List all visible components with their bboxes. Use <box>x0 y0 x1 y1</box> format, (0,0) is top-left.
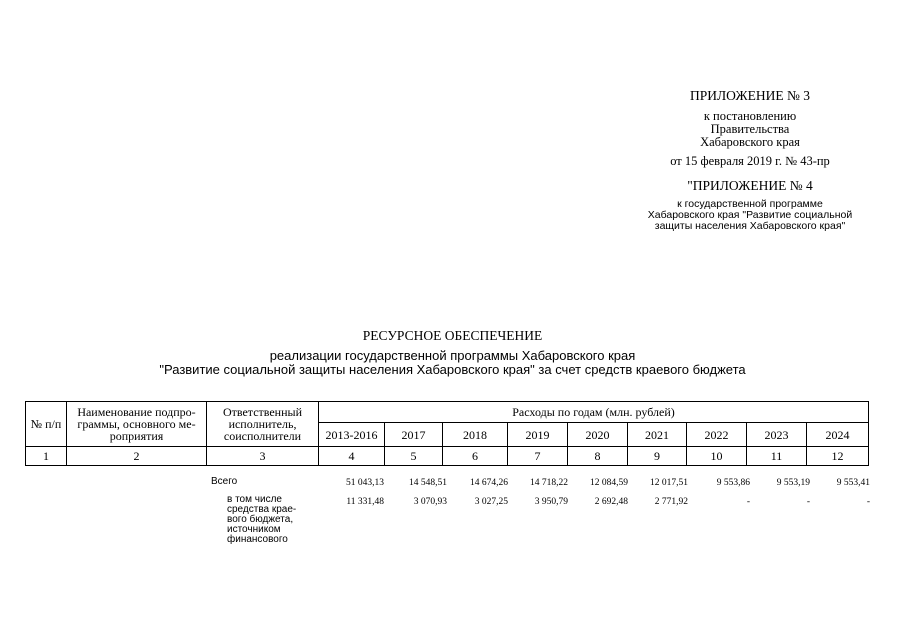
table-cell: 11 331,48 <box>346 497 384 507</box>
header-year: 2013-2016 <box>319 423 385 447</box>
table-cell: 3 950,79 <box>534 497 568 507</box>
table-cell: 3 027,25 <box>474 497 508 507</box>
approval-date: от 15 февраля 2019 г. № 43-пр <box>670 154 830 168</box>
table-cell: 2 771,92 <box>654 497 688 507</box>
header-year: 2022 <box>687 423 747 447</box>
row-label-total: Всего <box>211 476 238 487</box>
approval-line: к постановлению <box>703 109 797 123</box>
table-cell: - <box>806 497 810 507</box>
column-number: 7 <box>508 447 568 466</box>
header-year: 2021 <box>628 423 687 447</box>
table-cell: - <box>866 497 870 507</box>
header-number: № п/п <box>26 402 67 447</box>
appendix-line: к государственной программе <box>677 198 823 210</box>
table-cell: 14 548,51 <box>409 478 447 488</box>
row-label-line: в том числе <box>227 494 282 505</box>
column-number: 10 <box>687 447 747 466</box>
document-subtitle: "Развитие социальной защиты населения Хабаровского края" за счет средств краевого бюджета <box>159 362 746 377</box>
column-number: 5 <box>385 447 443 466</box>
header-year: 2023 <box>747 423 807 447</box>
column-number: 3 <box>207 447 319 466</box>
column-number: 9 <box>628 447 687 466</box>
row-label-line: вого бюджета, <box>227 514 294 525</box>
approval-heading: ПРИЛОЖЕНИЕ № 3 <box>689 88 811 103</box>
appendix-line: защиты населения Хабаровского края" <box>654 220 846 232</box>
column-number: 1 <box>26 447 67 466</box>
row-label-line: источником <box>227 524 281 535</box>
row-label-line: финансового <box>227 534 288 545</box>
appendix-heading: "ПРИЛОЖЕНИЕ № 4 <box>687 178 813 193</box>
header-year: 2020 <box>568 423 628 447</box>
table-cell: 12 017,51 <box>650 478 688 488</box>
column-number: 4 <box>319 447 385 466</box>
table-cell: 3 070,93 <box>413 497 447 507</box>
document-subtitle: реализации государственной программы Хабаровского края <box>269 348 636 363</box>
column-number: 6 <box>443 447 508 466</box>
row-label-line: средства крае- <box>227 504 297 515</box>
table-cell: 9 553,86 <box>716 478 750 488</box>
table-cell: 2 692,48 <box>594 497 628 507</box>
document-title: РЕСУРСНОЕ ОБЕСПЕЧЕНИЕ <box>362 328 543 343</box>
header-year: 2024 <box>807 423 869 447</box>
header-name: Наименование подпро-граммы, основного ме-роприятия <box>67 402 207 447</box>
header-responsible: Ответственный исполнитель, соисполнители <box>207 402 319 447</box>
table-cell: 12 084,59 <box>590 478 628 488</box>
table-cell: 9 553,41 <box>836 478 870 488</box>
header-costs: Расходы по годам (млн. рублей) <box>319 402 869 423</box>
column-number: 8 <box>568 447 628 466</box>
header-year: 2018 <box>443 423 508 447</box>
approval-line: Хабаровского края <box>700 135 800 149</box>
column-number: 2 <box>67 447 207 466</box>
table-cell: 51 043,13 <box>346 478 384 488</box>
table-cell: - <box>746 497 750 507</box>
resource-table <box>25 401 869 466</box>
column-number: 11 <box>747 447 807 466</box>
table-cell: 14 718,22 <box>530 478 568 488</box>
table-body <box>0 470 905 570</box>
appendix-line: Хабаровского края "Развитие социальной <box>647 209 853 221</box>
table-cell: 14 674,26 <box>470 478 508 488</box>
column-number: 12 <box>807 447 869 466</box>
header-year: 2019 <box>508 423 568 447</box>
header-year: 2017 <box>385 423 443 447</box>
table-cell: 9 553,19 <box>776 478 810 488</box>
approval-line: Правительства <box>710 122 790 136</box>
